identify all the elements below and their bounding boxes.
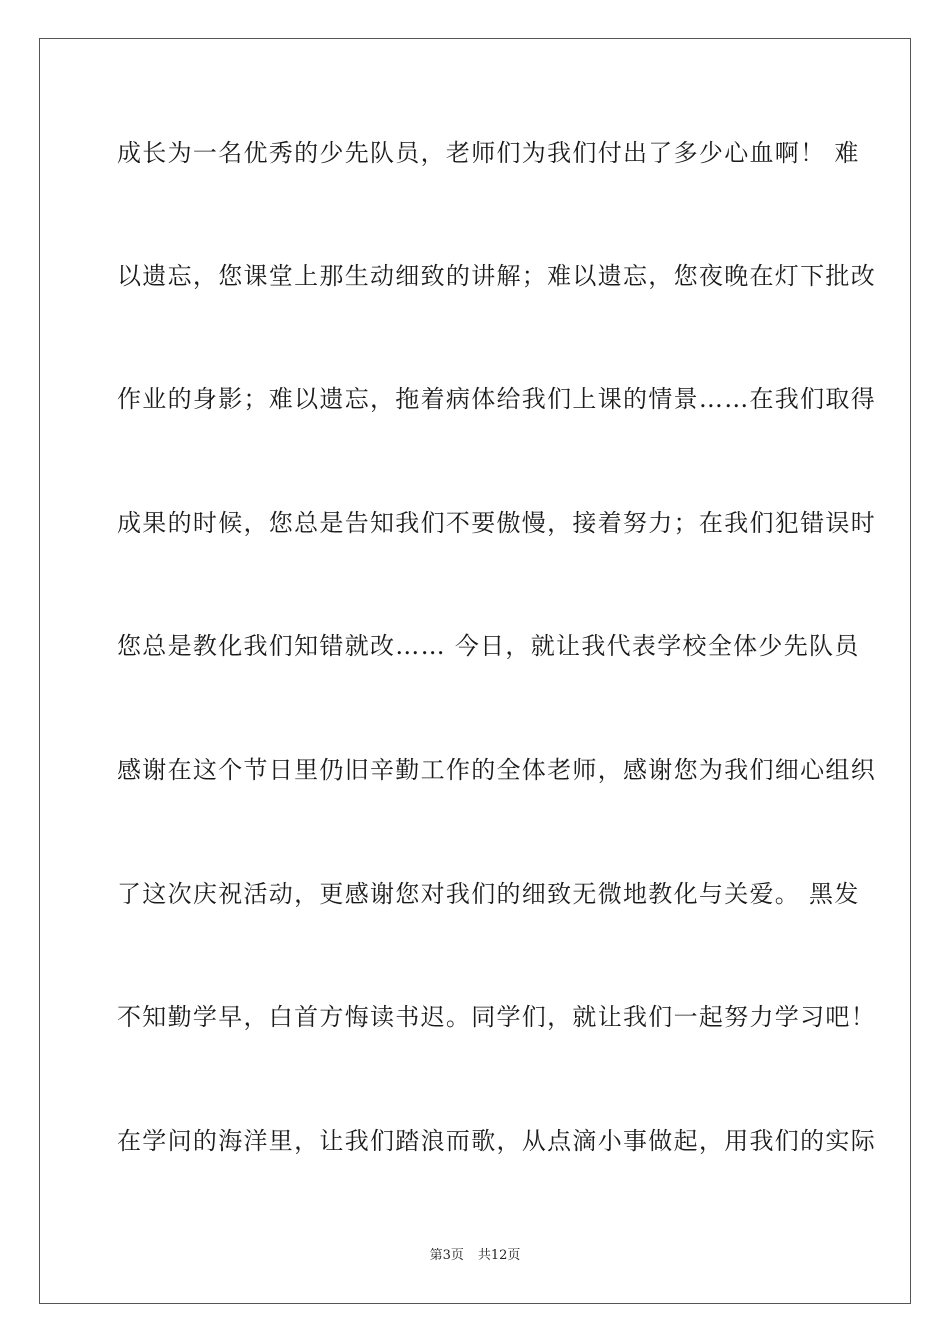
body-text-line-7: 了这次庆祝活动，更感谢您对我们的细致无微地教化与关爱。 黑发 bbox=[117, 880, 860, 908]
body-text-line-6: 感谢在这个节日里仍旧辛勤工作的全体老师，感谢您为我们细心组织 bbox=[117, 756, 876, 784]
body-text-line-1: 成长为一名优秀的少先队员，老师们为我们付出了多少心血啊！ 难 bbox=[117, 139, 860, 167]
body-text-line-5: 您总是教化我们知错就改…… 今日，就让我代表学校全体少先队员 bbox=[117, 632, 860, 660]
body-text-line-2: 以遗忘，您课堂上那生动细致的讲解；难以遗忘，您夜晚在灯下批改 bbox=[117, 262, 876, 290]
page-total: 共12页 bbox=[477, 1248, 521, 1263]
body-text-line-9: 在学问的海洋里，让我们踏浪而歌，从点滴小事做起，用我们的实际 bbox=[117, 1127, 876, 1155]
body-text-line-3: 作业的身影；难以遗忘，拖着病体给我们上课的情景……在我们取得 bbox=[117, 385, 876, 413]
body-text-line-4: 成果的时候，您总是告知我们不要傲慢，接着努力；在我们犯错误时 bbox=[117, 509, 876, 537]
page-border bbox=[39, 38, 911, 1304]
page-footer bbox=[0, 1247, 950, 1265]
body-text-line-8: 不知勤学早，白首方悔读书迟。同学们，就让我们一起努力学习吧！ bbox=[117, 1003, 876, 1031]
page-number: 第3页 bbox=[429, 1248, 464, 1263]
